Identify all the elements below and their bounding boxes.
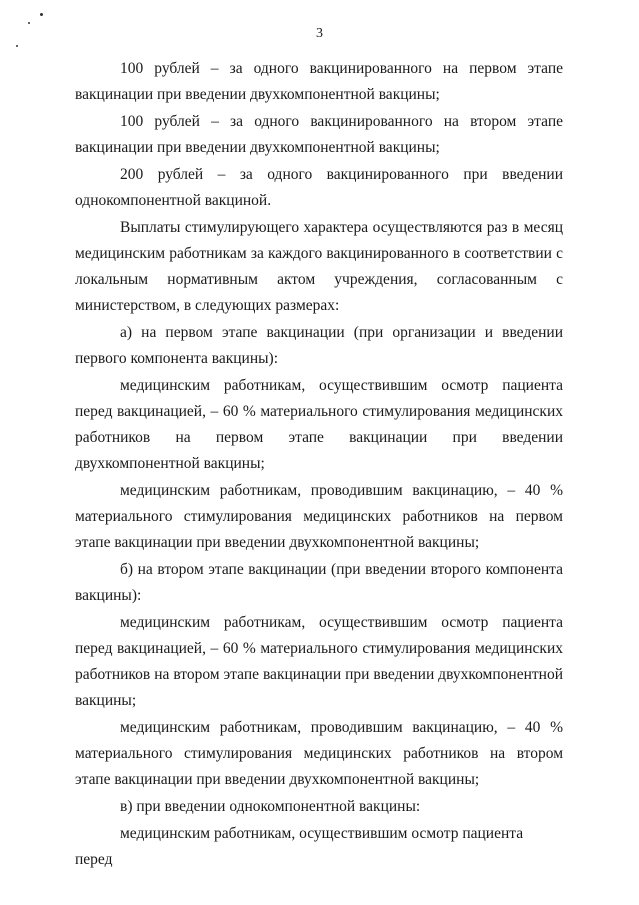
scan-speck	[28, 22, 30, 24]
paragraph-item-a: а) на первом этапе вакцинации (при организации и введении первого компонента вакцины):	[75, 324, 563, 367]
paragraph-b-examination: медицинским работникам, осуществившим осмотр пациента перед вакцинацией, – 60 % материального стимулирования медицинских работников на втором этапе вакцинации при введении двухкомпонентной вакцины;	[75, 614, 563, 709]
paragraph-item-b: б) на втором этапе вакцинации (при введении второго компонента вакцины):	[75, 561, 563, 604]
paragraph-payment-first-stage: 100 рублей – за одного вакцинированного на первом этапе вакцинации при введении двухкомпонентной вакцины;	[75, 60, 563, 103]
paragraph-c-examination: медицинским работникам, осуществившим осмотр пациента перед	[75, 825, 524, 868]
paragraph-stimulus-payments: Выплаты стимулирующего характера осуществляются раз в месяц медицинским работникам за каждого вакцинированного в соответствии с локальным нормативным актом учреждения, согласованным с министерством, в следующих размерах:	[75, 219, 563, 314]
page-number: 3	[316, 26, 323, 41]
paragraph-payment-second-stage: 100 рублей – за одного вакцинированного на втором этапе вакцинации при введении двухкомпонентной вакцины;	[75, 113, 563, 156]
paragraph-a-vaccination: медицинским работникам, проводившим вакцинацию, – 40 % материального стимулирования медицинских работников на первом этапе вакцинации при введении двухкомпонентной вакцины;	[75, 482, 563, 551]
paragraph-a-examination: медицинским работникам, осуществившим осмотр пациента перед вакцинацией, – 60 % материального стимулирования медицинских работников на первом этапе вакцинации при введении двухкомпонентной вакцины;	[75, 377, 563, 472]
paragraph-payment-single-component: 200 рублей – за одного вакцинированного при введении однокомпонентной вакциной.	[75, 166, 563, 209]
document-body	[75, 56, 563, 874]
scan-speck	[40, 13, 43, 16]
paragraph-item-c: в) при введении однокомпонентной вакцины:	[120, 798, 421, 815]
paragraph-b-vaccination: медицинским работникам, проводившим вакцинацию, – 40 % материального стимулирования медицинских работников на втором этапе вакцинации при введении двухкомпонентной вакцины;	[75, 719, 563, 788]
scan-speck	[16, 45, 18, 47]
